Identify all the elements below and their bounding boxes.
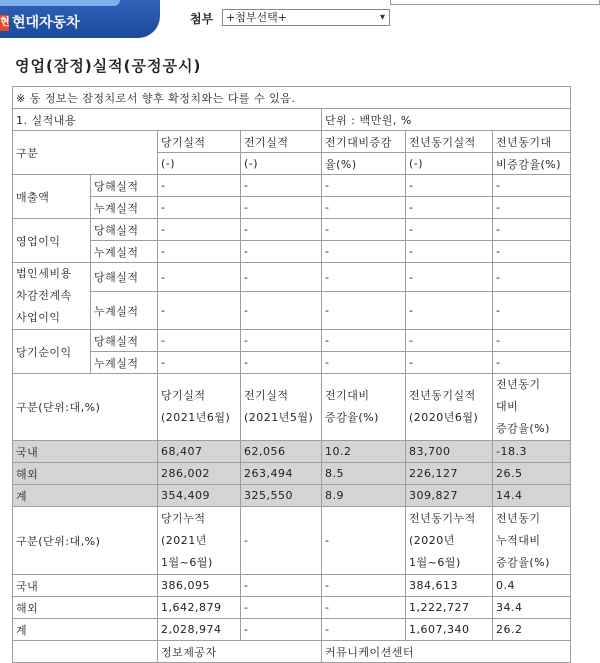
cell-value: - (241, 507, 322, 575)
cell-value: 386,095 (158, 575, 241, 597)
header-current: 당기실적 (158, 131, 241, 153)
cell-value: 0.4 (493, 575, 571, 597)
cell-value: 325,550 (241, 485, 322, 507)
cell-value: - (493, 219, 571, 241)
cell-value: 263,494 (241, 463, 322, 485)
company-name-label: 현대자동차 (12, 15, 80, 31)
header-prev-unit: (-) (241, 153, 322, 175)
cell-value: - (406, 263, 493, 292)
cell-value: - (158, 219, 241, 241)
cell-value: - (406, 352, 493, 374)
info-provider-label: 정보제공자 (158, 641, 322, 663)
row-label-operating-income: 영업이익 (13, 219, 91, 263)
section2-header-current (158, 374, 241, 441)
cell-value: - (322, 330, 406, 352)
cell-value: 68,407 (158, 441, 241, 463)
cell-value: 354,409 (158, 485, 241, 507)
header-yoy-change: 전년동기대 (493, 131, 571, 153)
top-header (0, 0, 600, 40)
section2-header-row (13, 374, 571, 441)
section3-header-row (13, 507, 571, 575)
table-row (13, 485, 571, 507)
header-line: 증감율(%) (325, 411, 379, 424)
cell-value: - (158, 330, 241, 352)
header-prev-change-unit: 율(%) (322, 153, 406, 175)
cell-value: 8.5 (322, 463, 406, 485)
header-line: 당기실적 (161, 389, 206, 402)
row-sub-label: 당해실적 (91, 175, 158, 197)
cell-value: - (493, 263, 571, 292)
cell-value: -18.3 (493, 441, 571, 463)
cell-value: - (158, 197, 241, 219)
row-label-overseas: 해외 (13, 597, 158, 619)
cell-value: 83,700 (406, 441, 493, 463)
notice-text: ※ 동 정보는 잠정치로서 향후 확정치와는 다를 수 있음. (13, 87, 571, 109)
row-label-domestic: 국내 (13, 441, 158, 463)
cell-value: 10.2 (322, 441, 406, 463)
row-label-total: 계 (13, 485, 158, 507)
header-line: 전기실적 (244, 389, 289, 402)
table-row (13, 463, 571, 485)
chevron-down-icon: ▾ (379, 12, 385, 23)
header-line: 전년동기실적 (409, 389, 476, 402)
header-prev-change: 전기대비증감 (322, 131, 406, 153)
header-line: (2021년6월) (161, 411, 231, 424)
row-sub-label: 당해실적 (91, 263, 158, 292)
cell-value: - (241, 292, 322, 330)
cell-value: - (493, 330, 571, 352)
table-row (13, 575, 571, 597)
cell-value: - (158, 263, 241, 292)
header-line: 증감율(%) (496, 422, 550, 435)
header-line: 증감율(%) (496, 555, 550, 569)
cell-value: - (241, 263, 322, 292)
cell-value: - (158, 292, 241, 330)
cell-value: - (322, 263, 406, 292)
table-row (13, 263, 571, 292)
row-label-sales: 매출액 (13, 175, 91, 219)
attach-select-value: +첨부선택+ (226, 11, 287, 24)
cell-value: - (241, 175, 322, 197)
row-label-line: 사업이익 (16, 311, 61, 324)
header-line: (2021년 (161, 533, 207, 547)
cell-value: - (241, 241, 322, 263)
cell-value: - (322, 219, 406, 241)
table-row (13, 175, 571, 197)
section2-header-prev (241, 374, 322, 441)
cell-value: 2,028,974 (158, 619, 241, 641)
cell-value: - (322, 619, 406, 641)
header-line: 누적대비 (496, 533, 541, 547)
cell-value: - (322, 197, 406, 219)
cell-value: - (493, 352, 571, 374)
cell-value: 26.2 (493, 619, 571, 641)
row-label-pretax-income (13, 263, 91, 330)
cell-value: - (406, 241, 493, 263)
cell-value: - (241, 597, 322, 619)
table-row (13, 197, 571, 219)
row-sub-label: 누계실적 (91, 197, 158, 219)
header-line: 전년동기 (496, 378, 541, 391)
row-sub-label: 누계실적 (91, 352, 158, 374)
section1-label-row (13, 109, 571, 131)
header-line: (2020년 (409, 533, 455, 547)
row-sub-label: 누계실적 (91, 241, 158, 263)
attach-select[interactable] (222, 9, 390, 26)
footer-row (13, 641, 571, 663)
section2-header-gubun: 구분(단위:대,%) (13, 374, 158, 441)
header-line: (2021년5월) (244, 411, 314, 424)
row-label-domestic: 국내 (13, 575, 158, 597)
row-label-net-income: 당기순이익 (13, 330, 91, 374)
row-sub-label: 당해실적 (91, 330, 158, 352)
section3-header-yoy (406, 507, 493, 575)
cell-value: - (322, 507, 406, 575)
section1-label: 1. 실적내용 (13, 109, 322, 131)
cell-value: - (241, 330, 322, 352)
cell-value: 14.4 (493, 485, 571, 507)
cell-value: - (322, 241, 406, 263)
header-yoy-unit: (-) (406, 153, 493, 175)
cell-value: - (322, 352, 406, 374)
table-row (13, 241, 571, 263)
table-row (13, 330, 571, 352)
cell-value: - (322, 597, 406, 619)
row-label-line: 차감전계속 (16, 289, 72, 302)
section2-header-yoy (406, 374, 493, 441)
cell-value: 62,056 (241, 441, 322, 463)
header-line: 1월~6월) (409, 555, 461, 569)
cell-value: 8.9 (322, 485, 406, 507)
cell-value: 1,642,879 (158, 597, 241, 619)
row-label-overseas: 해외 (13, 463, 158, 485)
row-sub-label: 당해실적 (91, 219, 158, 241)
cell-value: - (406, 175, 493, 197)
row-label-line: 법인세비용 (16, 267, 72, 280)
company-tab-strip (0, 0, 120, 6)
section2-header-change (322, 374, 406, 441)
cell-value: - (158, 175, 241, 197)
disclosure-table (12, 86, 571, 663)
header-yoy: 전년동기실적 (406, 131, 493, 153)
cell-value: - (241, 197, 322, 219)
cell-value: 1,607,340 (406, 619, 493, 641)
cell-value: - (406, 197, 493, 219)
header-line: 당기누적 (161, 511, 206, 525)
cell-value: - (241, 219, 322, 241)
table-row (13, 219, 571, 241)
cell-value: - (493, 292, 571, 330)
table-row (13, 352, 571, 374)
section3-header-yoy-change (493, 507, 571, 575)
header-line: 전기대비 (325, 389, 370, 402)
notice-row (13, 87, 571, 109)
header-line: 전년동기누적 (409, 511, 476, 525)
header-prev: 전기실적 (241, 131, 322, 153)
cell-value: - (158, 241, 241, 263)
cell-value: 226,127 (406, 463, 493, 485)
cell-value: - (158, 352, 241, 374)
cell-value: - (322, 292, 406, 330)
section1-header-row (13, 131, 571, 153)
comm-center-label: 커뮤니케이션센터 (322, 641, 571, 663)
table-row (13, 441, 571, 463)
header-current-unit: (-) (158, 153, 241, 175)
cell-value: - (493, 175, 571, 197)
attach-label: 첨부 (190, 12, 214, 26)
header-line: 대비 (496, 400, 519, 413)
cell-value: - (406, 219, 493, 241)
cell-value: - (322, 575, 406, 597)
unit-label: 단위 : 백만원, % (322, 109, 571, 131)
table-row (13, 619, 571, 641)
cell-value: 34.4 (493, 597, 571, 619)
company-name[interactable] (0, 13, 80, 33)
cell-value: - (493, 241, 571, 263)
cell-value: 26.5 (493, 463, 571, 485)
section2-header-yoy-change (493, 374, 571, 441)
cell-value: - (241, 352, 322, 374)
cell-value: - (322, 175, 406, 197)
cell-value: - (406, 330, 493, 352)
section3-header-cum (158, 507, 241, 575)
cell-value: 309,827 (406, 485, 493, 507)
header-line: 전년동기 (496, 511, 541, 525)
page-title: 영업(잠정)실적(공정공시) (15, 57, 202, 75)
header-line: (2020년6월) (409, 411, 479, 424)
row-label-total: 계 (13, 619, 158, 641)
header-gubun: 구분 (13, 131, 158, 175)
table-row (13, 292, 571, 330)
top-search-input[interactable] (390, 0, 600, 5)
cell-value: - (241, 575, 322, 597)
table-row (13, 597, 571, 619)
cell-value: 384,613 (406, 575, 493, 597)
cell-value: - (241, 619, 322, 641)
cell-value: - (406, 292, 493, 330)
section3-header-gubun: 구분(단위:대,%) (13, 507, 158, 575)
row-sub-label: 누계실적 (91, 292, 158, 330)
company-logo-icon: 현 (0, 15, 9, 31)
cell-value: 1,222,727 (406, 597, 493, 619)
cell-value: - (493, 197, 571, 219)
header-line: 1월~6월) (161, 555, 213, 569)
footer-empty (13, 641, 158, 663)
cell-value: 286,002 (158, 463, 241, 485)
header-yoy-change-unit: 비증감율(%) (493, 153, 571, 175)
